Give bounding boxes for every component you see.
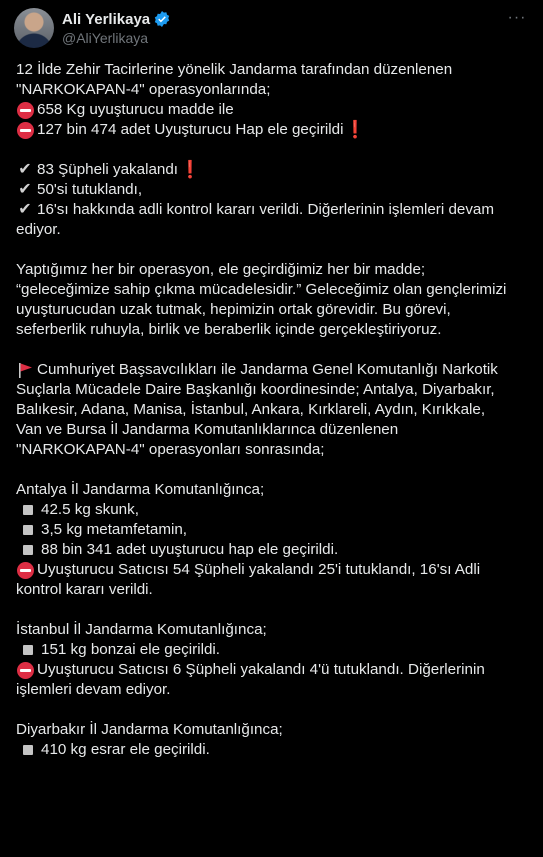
post-header	[14, 8, 529, 48]
text-line-content: 151 kg bonzai ele geçirildi.	[41, 641, 220, 658]
text-line	[16, 480, 538, 500]
no-entry-icon	[16, 661, 34, 679]
author-block	[62, 10, 170, 46]
text-line	[16, 540, 538, 560]
text-line	[16, 180, 538, 200]
no-entry-icon	[16, 121, 34, 139]
text-line-content: seferberlik ruhuyla, birlik ve beraberlik içinde gerçekleştiriyoruz.	[16, 321, 442, 338]
text-line-content: 42.5 kg skunk,	[41, 501, 139, 518]
check-mark-icon: ✔	[18, 161, 32, 178]
no-entry-icon	[16, 101, 34, 119]
text-line	[16, 440, 538, 460]
text-line	[16, 260, 538, 280]
text-line	[16, 360, 538, 380]
text-line-content: Diyarbakır İl Jandarma Komutanlığınca;	[16, 721, 283, 738]
text-line-content: 658 Kg uyuşturucu madde ile	[37, 101, 234, 118]
verified-badge-icon	[154, 11, 170, 27]
triangular-flag-icon	[16, 361, 34, 379]
text-line-content: 127 bin 474 adet Uyuşturucu Hap ele geçirildi	[37, 121, 344, 138]
post-text	[16, 60, 538, 760]
text-line-content: Yaptığımız her bir operasyon, ele geçirdiğimiz her bir madde;	[16, 261, 426, 278]
text-line-content: uyuşturucudan uzak tutmak, hepimizin ortak görevidir. Bu görevi,	[16, 301, 451, 318]
text-line-content: kontrol kararı verildi.	[16, 581, 153, 598]
black-square-icon	[21, 641, 35, 659]
text-line-content: 83 Şüpheli yakalandı	[37, 161, 179, 178]
check-mark-icon: ✔	[18, 181, 32, 198]
text-line	[16, 60, 538, 80]
text-line-content: 16'sı hakkında adli kontrol kararı verildi. Diğerlerinin işlemleri devam	[37, 201, 495, 218]
black-square-icon	[21, 501, 35, 519]
text-line	[16, 620, 538, 640]
text-line	[16, 300, 538, 320]
text-line	[16, 660, 538, 680]
text-line-content: Antalya İl Jandarma Komutanlığınca;	[16, 481, 265, 498]
text-line	[16, 200, 538, 220]
text-line	[16, 400, 538, 420]
text-line	[16, 520, 538, 540]
author-handle[interactable]: @AliYerlikaya	[62, 30, 149, 46]
black-square-icon	[21, 541, 35, 559]
text-line-content: Uyuşturucu Satıcısı 6 Şüpheli yakalandı 4'ü tutuklandı. Diğerlerinin	[37, 661, 485, 678]
black-square-icon	[21, 741, 35, 759]
author-display-name[interactable]: Ali Yerlikaya	[62, 10, 151, 28]
text-line	[16, 100, 538, 120]
text-line-content: Van ve Bursa İl Jandarma Komutanlıklarınca düzenlenen	[16, 421, 399, 438]
text-line	[16, 500, 538, 520]
text-line	[16, 420, 538, 440]
text-line	[16, 560, 538, 580]
text-line	[16, 280, 538, 300]
text-line	[16, 320, 538, 340]
text-line	[16, 680, 538, 700]
text-line-content: 88 bin 341 adet uyuşturucu hap ele geçirildi.	[41, 541, 339, 558]
text-line	[16, 740, 538, 760]
text-line-content: Suçlarla Mücadele Daire Başkanlığı koordinesinde; Antalya, Diyarbakır,	[16, 381, 495, 398]
no-entry-icon	[16, 561, 34, 579]
text-line	[16, 380, 538, 400]
text-line-content: "NARKOKAPAN-4" operasyonlarında;	[16, 81, 271, 98]
text-line-content: Cumhuriyet Başsavcılıkları ile Jandarma Genel Komutanlığı Narkotik	[37, 361, 498, 378]
text-line-content: işlemleri devam ediyor.	[16, 681, 171, 698]
text-line	[16, 580, 538, 600]
check-mark-icon: ✔	[18, 201, 32, 218]
red-exclamation-icon: ❗	[344, 120, 367, 139]
text-line-content: 410 kg esrar ele geçirildi.	[41, 741, 210, 758]
text-line-content: 12 İlde Zehir Tacirlerine yönelik Jandarma tarafından düzenlenen	[16, 61, 453, 78]
text-line-content: “geleceğimize sahip çıkma mücadelesidir.” Geleceğimiz olan gençlerimizi	[16, 281, 507, 298]
text-line	[16, 720, 538, 740]
text-line	[16, 80, 538, 100]
text-line-content: Balıkesir, Adana, Manisa, İstanbul, Ankara, Kırklareli, Aydın, Kırıkkale,	[16, 401, 486, 418]
text-line	[16, 120, 538, 140]
text-line-content: İstanbul İl Jandarma Komutanlığınca;	[16, 621, 267, 638]
text-line-content: "NARKOKAPAN-4" operasyonları sonrasında;	[16, 441, 325, 458]
avatar[interactable]	[14, 8, 54, 48]
red-exclamation-icon: ❗	[179, 160, 201, 179]
text-line-content: Uyuşturucu Satıcısı 54 Şüpheli yakalandı 25'i tutuklandı, 16'sı Adli	[37, 561, 481, 578]
text-line	[16, 640, 538, 660]
black-square-icon	[21, 521, 35, 539]
text-line-content: 3,5 kg metamfetamin,	[41, 521, 188, 538]
text-line	[16, 220, 538, 240]
text-line-content: 50'si tutuklandı,	[37, 181, 143, 198]
text-line-content: ediyor.	[16, 221, 61, 238]
more-options-icon[interactable]: ···	[507, 9, 527, 26]
text-line	[16, 160, 538, 180]
